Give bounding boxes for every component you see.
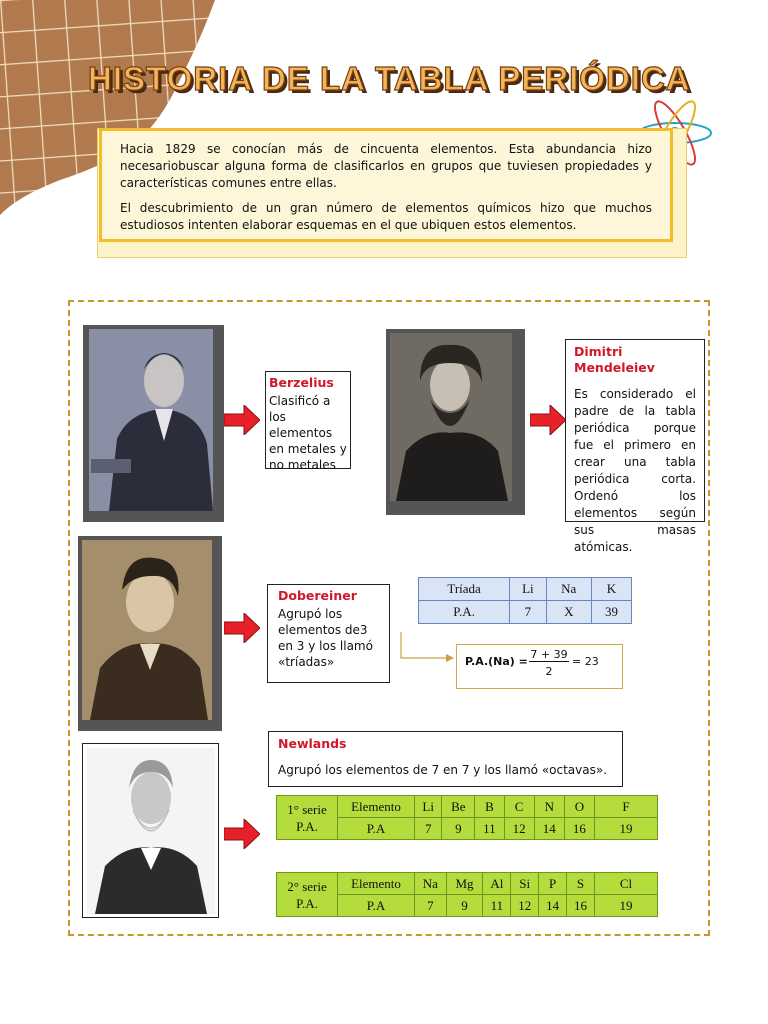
table-cell: 19 <box>595 818 658 840</box>
triad-cell: Tríada <box>419 578 510 601</box>
table-cell: P <box>539 873 567 895</box>
newlands-portrait <box>82 743 219 918</box>
arrow-right-icon <box>224 405 260 435</box>
table-cell: 9 <box>442 818 475 840</box>
table-cell: P.A <box>338 818 415 840</box>
newlands-text: Agrupó los elementos de 7 en 7 y los llamó «octavas». <box>278 763 608 777</box>
formula-lhs: P.A.(Na) = <box>465 655 528 668</box>
table-cell: 11 <box>483 895 511 917</box>
table-cell: Al <box>483 873 511 895</box>
newlands-serie1-table <box>276 795 658 840</box>
triad-cell: X <box>546 601 591 624</box>
serie2-label: 2° serie <box>287 878 327 894</box>
newlands-box <box>268 731 623 787</box>
arrow-right-icon <box>530 405 566 435</box>
dobereiner-name: Dobereiner <box>278 588 357 603</box>
formula-result: = 23 <box>572 655 599 668</box>
table-cell: P.A <box>338 895 415 917</box>
newlands-name: Newlands <box>278 736 347 751</box>
table-cell: S <box>567 873 595 895</box>
serie1-label-pa: P.A. <box>296 818 318 834</box>
table-row <box>277 873 658 895</box>
berzelius-name: Berzelius <box>269 375 334 390</box>
triad-cell: K <box>591 578 631 601</box>
table-cell: Li <box>415 796 442 818</box>
page-title: HISTORIA DE LA TABLA PERIÓDICA <box>88 60 691 97</box>
table-cell: 14 <box>534 818 564 840</box>
berzelius-box <box>265 371 351 472</box>
mendeleiev-portrait <box>386 329 525 515</box>
formula-numerator: 7 + 39 <box>530 648 568 661</box>
table-cell: Si <box>511 873 539 895</box>
triad-table <box>418 577 632 624</box>
table-cell: B <box>475 796 504 818</box>
table-cell: 16 <box>567 895 595 917</box>
dobereiner-box <box>267 584 390 683</box>
newlands-photo <box>87 748 215 914</box>
mendeleiev-text: Es considerado el padre de la tabla periódica porque fue el primero en crear una tabla periódica corta. Ordenó los elementos según sus masas atómicas. <box>574 387 696 554</box>
formula-box <box>456 644 623 689</box>
table-cell: Cl <box>595 873 658 895</box>
serie1-label: 1° serie <box>287 801 327 817</box>
triad-cell: Li <box>510 578 546 601</box>
table-cell: 7 <box>415 818 442 840</box>
table-cell: 12 <box>511 895 539 917</box>
triad-cell: P.A. <box>419 601 510 624</box>
mendeleiev-photo <box>390 333 512 501</box>
dobereiner-text: Agrupó los elementos de3 en 3 y los llamó «tríadas» <box>278 607 373 669</box>
newlands-serie2-table <box>276 872 658 917</box>
serie1-label-cell <box>277 796 338 840</box>
table-cell: F <box>595 796 658 818</box>
mendeleiev-box <box>565 339 705 554</box>
triad-value-row <box>419 601 632 624</box>
serie2-label-pa: P.A. <box>296 895 318 911</box>
table-cell: 7 <box>415 895 447 917</box>
table-cell: Na <box>415 873 447 895</box>
arrow-right-icon <box>224 613 260 643</box>
table-cell: 14 <box>539 895 567 917</box>
table-cell: N <box>534 796 564 818</box>
table-cell: 19 <box>595 895 658 917</box>
table-cell: 11 <box>475 818 504 840</box>
intro-paragraph-2: El descubrimiento de un gran número de elementos químicos hizo que muchos estudiosos intenten elaborar esquemas en el que ubiquen estos elementos. <box>120 201 652 232</box>
triad-header-row <box>419 578 632 601</box>
dobereiner-portrait <box>78 536 222 731</box>
triad-cell: 39 <box>591 601 631 624</box>
serie2-label-cell <box>277 873 338 917</box>
dobereiner-photo <box>82 540 212 720</box>
mendeleiev-name: Dimitri Mendeleiev <box>574 344 655 375</box>
berzelius-photo <box>89 329 213 511</box>
intro-box <box>99 128 673 242</box>
table-cell: 9 <box>446 895 483 917</box>
table-cell: Mg <box>446 873 483 895</box>
formula-denominator: 2 <box>545 665 553 678</box>
triad-cell: Na <box>546 578 591 601</box>
table-cell: Elemento <box>338 796 415 818</box>
table-row <box>277 796 658 818</box>
triad-cell: 7 <box>510 601 546 624</box>
intro-paragraph-1: Hacia 1829 se conocían más de cincuenta elementos. Esta abundancia hizo necesariobuscar alguna forma de clasificarlos en grupos que tuviesen propiedades y características comunes entre ellas. <box>120 142 652 190</box>
table-cell: O <box>564 796 594 818</box>
berzelius-portrait <box>83 325 224 522</box>
arrow-right-icon <box>224 819 260 849</box>
berzelius-text: Clasificó a los elementos en metales y no metales <box>269 394 347 472</box>
table-cell: 16 <box>564 818 594 840</box>
table-cell: Be <box>442 796 475 818</box>
table-cell: C <box>504 796 534 818</box>
connector-arrow-icon <box>396 630 458 666</box>
table-cell: Elemento <box>338 873 415 895</box>
table-cell: 12 <box>504 818 534 840</box>
